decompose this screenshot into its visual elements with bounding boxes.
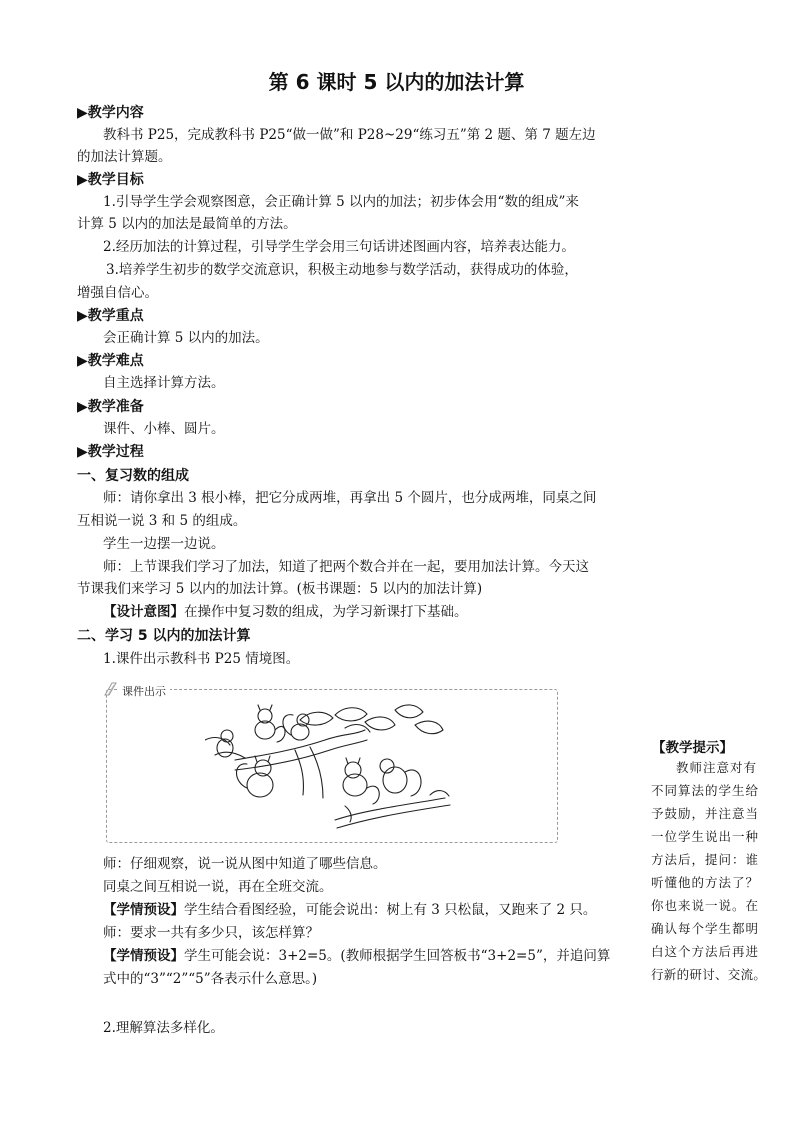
tip-line-3: 予鼓励，并注意当 [651, 806, 760, 821]
tip-line-4: 一位学生说出一种 [651, 829, 760, 844]
part2-line-exchange: 同桌之间互相说一说，再在全班交流。 [103, 879, 333, 895]
squirrels-illustration [205, 700, 455, 835]
preview-1 [103, 899, 596, 921]
goal-line-3: 2.经历加法的计算过程，引导学生学会用三句话讲述图画内容，培养表达能力。 [103, 239, 575, 255]
part2-heading: 二、学习 5 以内的加法计算 [77, 628, 251, 644]
preview-2-text: 学生可能会说：3+2=5。(教师根据学生回答板书“3+2=5”，并追问算 [184, 948, 611, 964]
part1-line-2: 互相说一说 3 和 5 的组成。 [77, 513, 247, 529]
part1-line-5: 节课我们来学习 5 以内的加法计算。(板书课题：5 以内的加法计算) [77, 581, 483, 597]
section-heading-goals: ▶教学目标 [77, 172, 144, 188]
tip-line-2: 不同算法的学生给 [651, 783, 760, 798]
tip-line-6: 听懂他的方法了？ [651, 875, 760, 890]
section-heading-key: ▶教学重点 [77, 308, 144, 324]
section-heading-prep: ▶教学准备 [77, 399, 144, 415]
part2-step-2: 2.理解算法多样化。 [103, 1020, 224, 1036]
tip-line-1: 教师注意对有 [676, 760, 758, 775]
goal-line-5: 增强自信心。 [77, 285, 158, 301]
design-intent-text: 在操作中复习数的组成，为学习新课打下基础。 [184, 604, 468, 620]
page-title: 第 6 课时 5 以内的加法计算 [268, 70, 525, 94]
goal-line-4: 3.培养学生初步的数学交流意识，积极主动地参与数学活动，获得成功的体验， [106, 262, 578, 278]
preview-1-label: 【学情预设】 [103, 902, 184, 918]
tip-line-8: 确认每个学生都明 [651, 921, 760, 936]
content-line-1: 教科书 P25，完成教科书 P25“做一做”和 P28~29“练习五”第 2 题、第 7 题左边 [103, 127, 596, 143]
part1-heading: 一、复习数的组成 [77, 468, 189, 484]
preview-2 [103, 945, 610, 967]
tip-title: 【教学提示】 [652, 740, 733, 756]
section-heading-difficulty: ▶教学难点 [77, 353, 144, 369]
part1-line-1: 师：请你拿出 3 根小棒，把它分成两堆，再拿出 5 个圆片，也分成两堆，同桌之间 [103, 490, 597, 506]
ribbon-icon [103, 681, 119, 697]
preview-2-label: 【学情预设】 [103, 948, 184, 964]
key-line: 会正确计算 5 以内的加法。 [103, 330, 269, 346]
question-line: 师：要求一共有多少只，该怎样算？ [103, 925, 319, 941]
tip-line-10: 行新的研讨、交流。 [651, 967, 767, 982]
preview-2-continued: 式中的“3”“2”“5”各表示什么意思。) [103, 971, 318, 987]
part1-line-3: 学生一边摆一边说。 [103, 536, 225, 552]
content-line-2: 的加法计算题。 [77, 149, 172, 165]
tip-line-7: 你也来说一说。在 [651, 898, 760, 913]
prep-line: 课件、小棒、圆片。 [103, 421, 225, 437]
part2-line-observe: 师：仔细观察，说一说从图中知道了哪些信息。 [103, 856, 387, 872]
courseware-label: 课件出示 [118, 683, 170, 699]
goal-line-1: 1.引导学生学会观察图意，会正确计算 5 以内的加法；初步体会用“数的组成”来 [103, 194, 579, 210]
tip-line-9: 白这个方法后再进 [651, 944, 760, 959]
design-intent [103, 601, 468, 623]
section-heading-content: ▶教学内容 [77, 105, 144, 121]
difficulty-line: 自主选择计算方法。 [103, 375, 225, 391]
part2-step-1: 1.课件出示教科书 P25 情境图。 [103, 651, 300, 667]
design-intent-label: 【设计意图】 [103, 604, 184, 620]
tip-line-5: 方法后，提问：谁 [651, 852, 760, 867]
goal-line-2: 计算 5 以内的加法是最简单的方法。 [77, 216, 297, 232]
section-heading-process: ▶教学过程 [77, 444, 144, 460]
part1-line-4: 师：上节课我们学习了加法，知道了把两个数合并在一起，要用加法计算。今天这 [103, 559, 589, 575]
preview-1-text: 学生结合看图经验，可能会说出：树上有 3 只松鼠，又跑来了 2 只。 [184, 902, 597, 918]
